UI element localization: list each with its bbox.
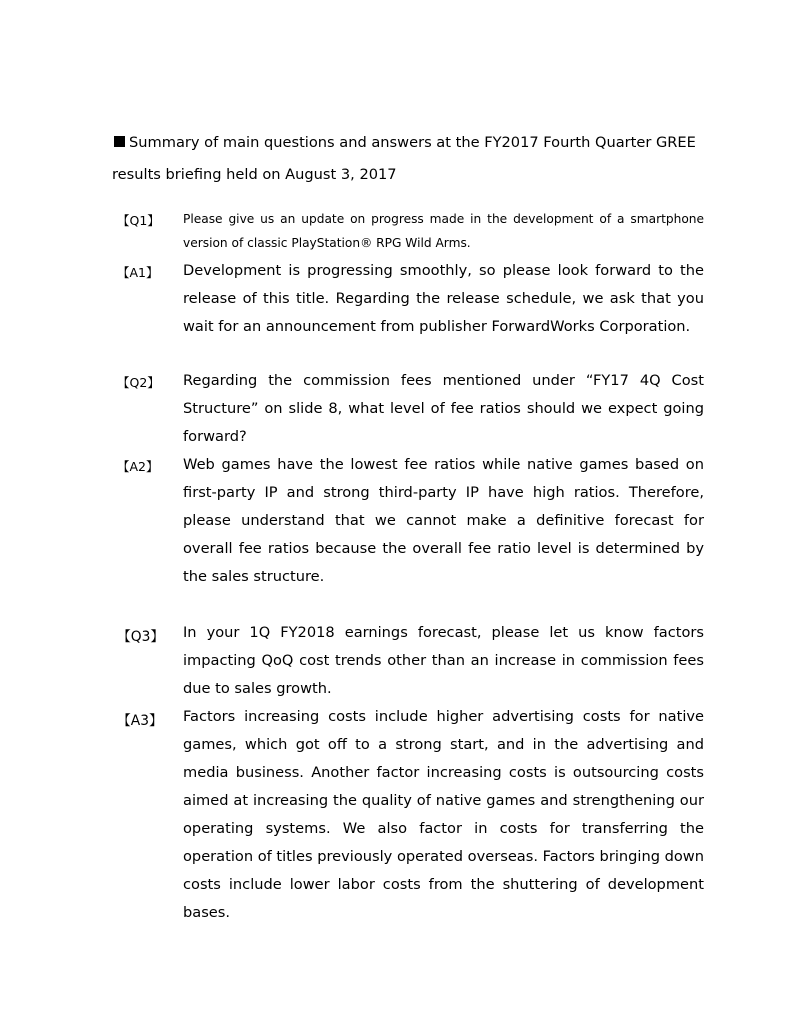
question-text: Regarding the commission fees mentioned under “FY17 4Q Cost Structure” on slide 8, what level of fee ratios should we expect going forward? <box>183 372 704 445</box>
summary-heading <box>112 127 712 159</box>
answer-tag: 【A1】 <box>117 265 159 280</box>
summary-heading-line1: Summary of main questions and answers at the FY2017 Fourth Quarter GREE <box>129 134 696 151</box>
summary-heading-continued: results briefing held on August 3, 2017 <box>112 166 397 183</box>
question-tag: 【Q1】 <box>117 213 160 228</box>
question-text: Please give us an update on progress made in the development of a smartphone version of classic PlayStation® RPG Wild Arms. <box>183 212 704 250</box>
answer-text: Development is progressing smoothly, so please look forward to the release of this title. Regarding the release schedule, we ask that you wait for an announcement from publisher ForwardWorks Corporation. <box>183 262 704 335</box>
answer-text: Factors increasing costs include higher advertising costs for native games, which got off to a strong start, and in the advertising and media business. Another factor increasing costs is outsourcing costs aimed at increasing the quality of native games and strengthening our operating systems. We also factor in costs for transferring the operation of titles previously operated overseas. Factors bringing down costs include lower labor costs from the shuttering of development bases. <box>183 708 704 921</box>
answer-tag: 【A2】 <box>117 459 159 474</box>
answer-tag: 【A3】 <box>117 713 163 729</box>
question-tag: 【Q2】 <box>117 375 160 390</box>
black-square-bullet-icon <box>114 136 125 147</box>
answer-text: Web games have the lowest fee ratios while native games based on first-party IP and strong third-party IP have high ratios. Therefore, please understand that we cannot make a definitive forecast for overall fee ratios because the overall fee ratio level is determined by the sales structure. <box>183 456 704 585</box>
question-text: In your 1Q FY2018 earnings forecast, please let us know factors impacting QoQ cost trends other than an increase in commission fees due to sales growth. <box>183 624 704 697</box>
question-tag: 【Q3】 <box>117 629 165 645</box>
